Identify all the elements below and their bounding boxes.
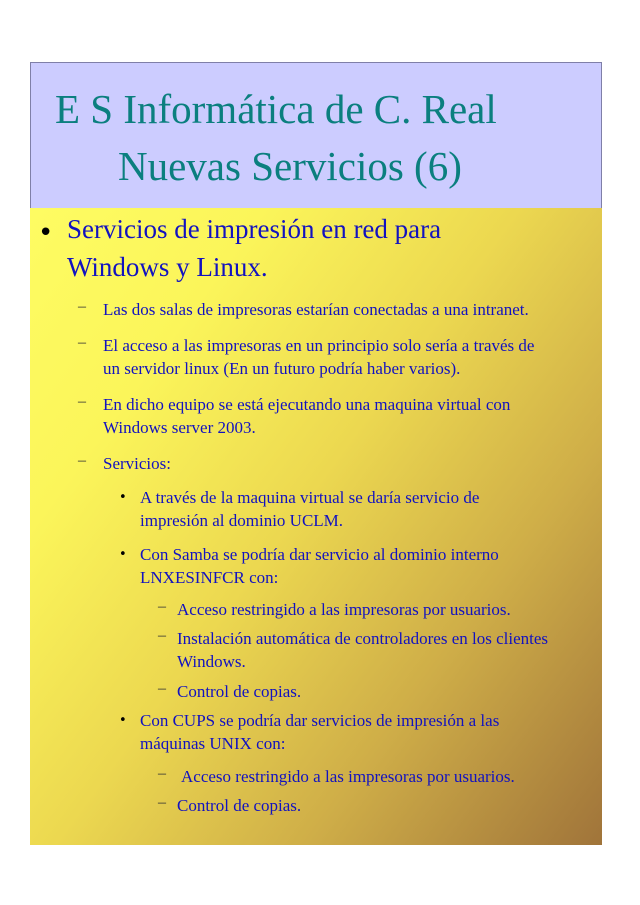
level3-item-1-line1: A través de la maquina virtual se daría servicio de <box>140 488 480 507</box>
dash-marker: – <box>78 393 86 410</box>
level2-item-2-line2: un servidor linux (En un futuro podría haber varios). <box>103 359 461 378</box>
dash-marker: – <box>78 452 86 469</box>
cups-item-1-line1: Acceso restringido a las impresoras por usuarios. <box>181 767 515 786</box>
level3-item-1-line2: impresión al dominio UCLM. <box>140 511 344 530</box>
slide <box>30 62 602 845</box>
bullet-level1-dot: • <box>38 218 54 248</box>
dash-marker: – <box>158 680 166 697</box>
main-bullet-line2: Windows y Linux. <box>67 252 268 282</box>
slide-title-line1: E S Informática de C. Real <box>55 86 497 132</box>
title-box <box>30 62 602 208</box>
dash-marker: – <box>78 298 86 315</box>
level3-item-2-line1: Con Samba se podría dar servicio al dominio interno <box>140 545 499 564</box>
level3-item-3-line2: máquinas UNIX con: <box>140 734 286 753</box>
dash-marker: – <box>158 765 166 782</box>
dash-marker: – <box>78 334 86 351</box>
level2-item-3-line2: Windows server 2003. <box>103 418 256 437</box>
level2-item-4-line1: Servicios: <box>103 454 171 473</box>
slide-title-line2: Nuevas Servicios (6) <box>118 143 462 189</box>
dash-marker: – <box>158 627 166 644</box>
dash-marker: – <box>158 794 166 811</box>
bullet-dot: • <box>119 713 127 728</box>
bullet-dot: • <box>119 490 127 505</box>
bullet-dot: • <box>119 547 127 562</box>
level2-item-3-line1: En dicho equipo se está ejecutando una maquina virtual con <box>103 395 511 414</box>
level3-item-2-line2: LNXESINFCR con: <box>140 568 279 587</box>
main-bullet-line1: Servicios de impresión en red para <box>67 214 442 244</box>
dash-marker: – <box>158 598 166 615</box>
level2-item-1-line1: Las dos salas de impresoras estarían conectadas a una intranet. <box>103 300 529 319</box>
samba-item-3-line1: Control de copias. <box>177 682 302 701</box>
samba-item-1-line1: Acceso restringido a las impresoras por usuarios. <box>177 600 511 619</box>
cups-item-2-line1: Control de copias. <box>177 796 302 815</box>
samba-item-2-line1: Instalación automática de controladores en los clientes <box>177 629 549 648</box>
level3-item-3-line1: Con CUPS se podría dar servicios de impresión a las <box>140 711 500 730</box>
samba-item-2-line2: Windows. <box>177 652 246 671</box>
level2-item-2-line1: El acceso a las impresoras en un principio solo sería a través de <box>103 336 535 355</box>
